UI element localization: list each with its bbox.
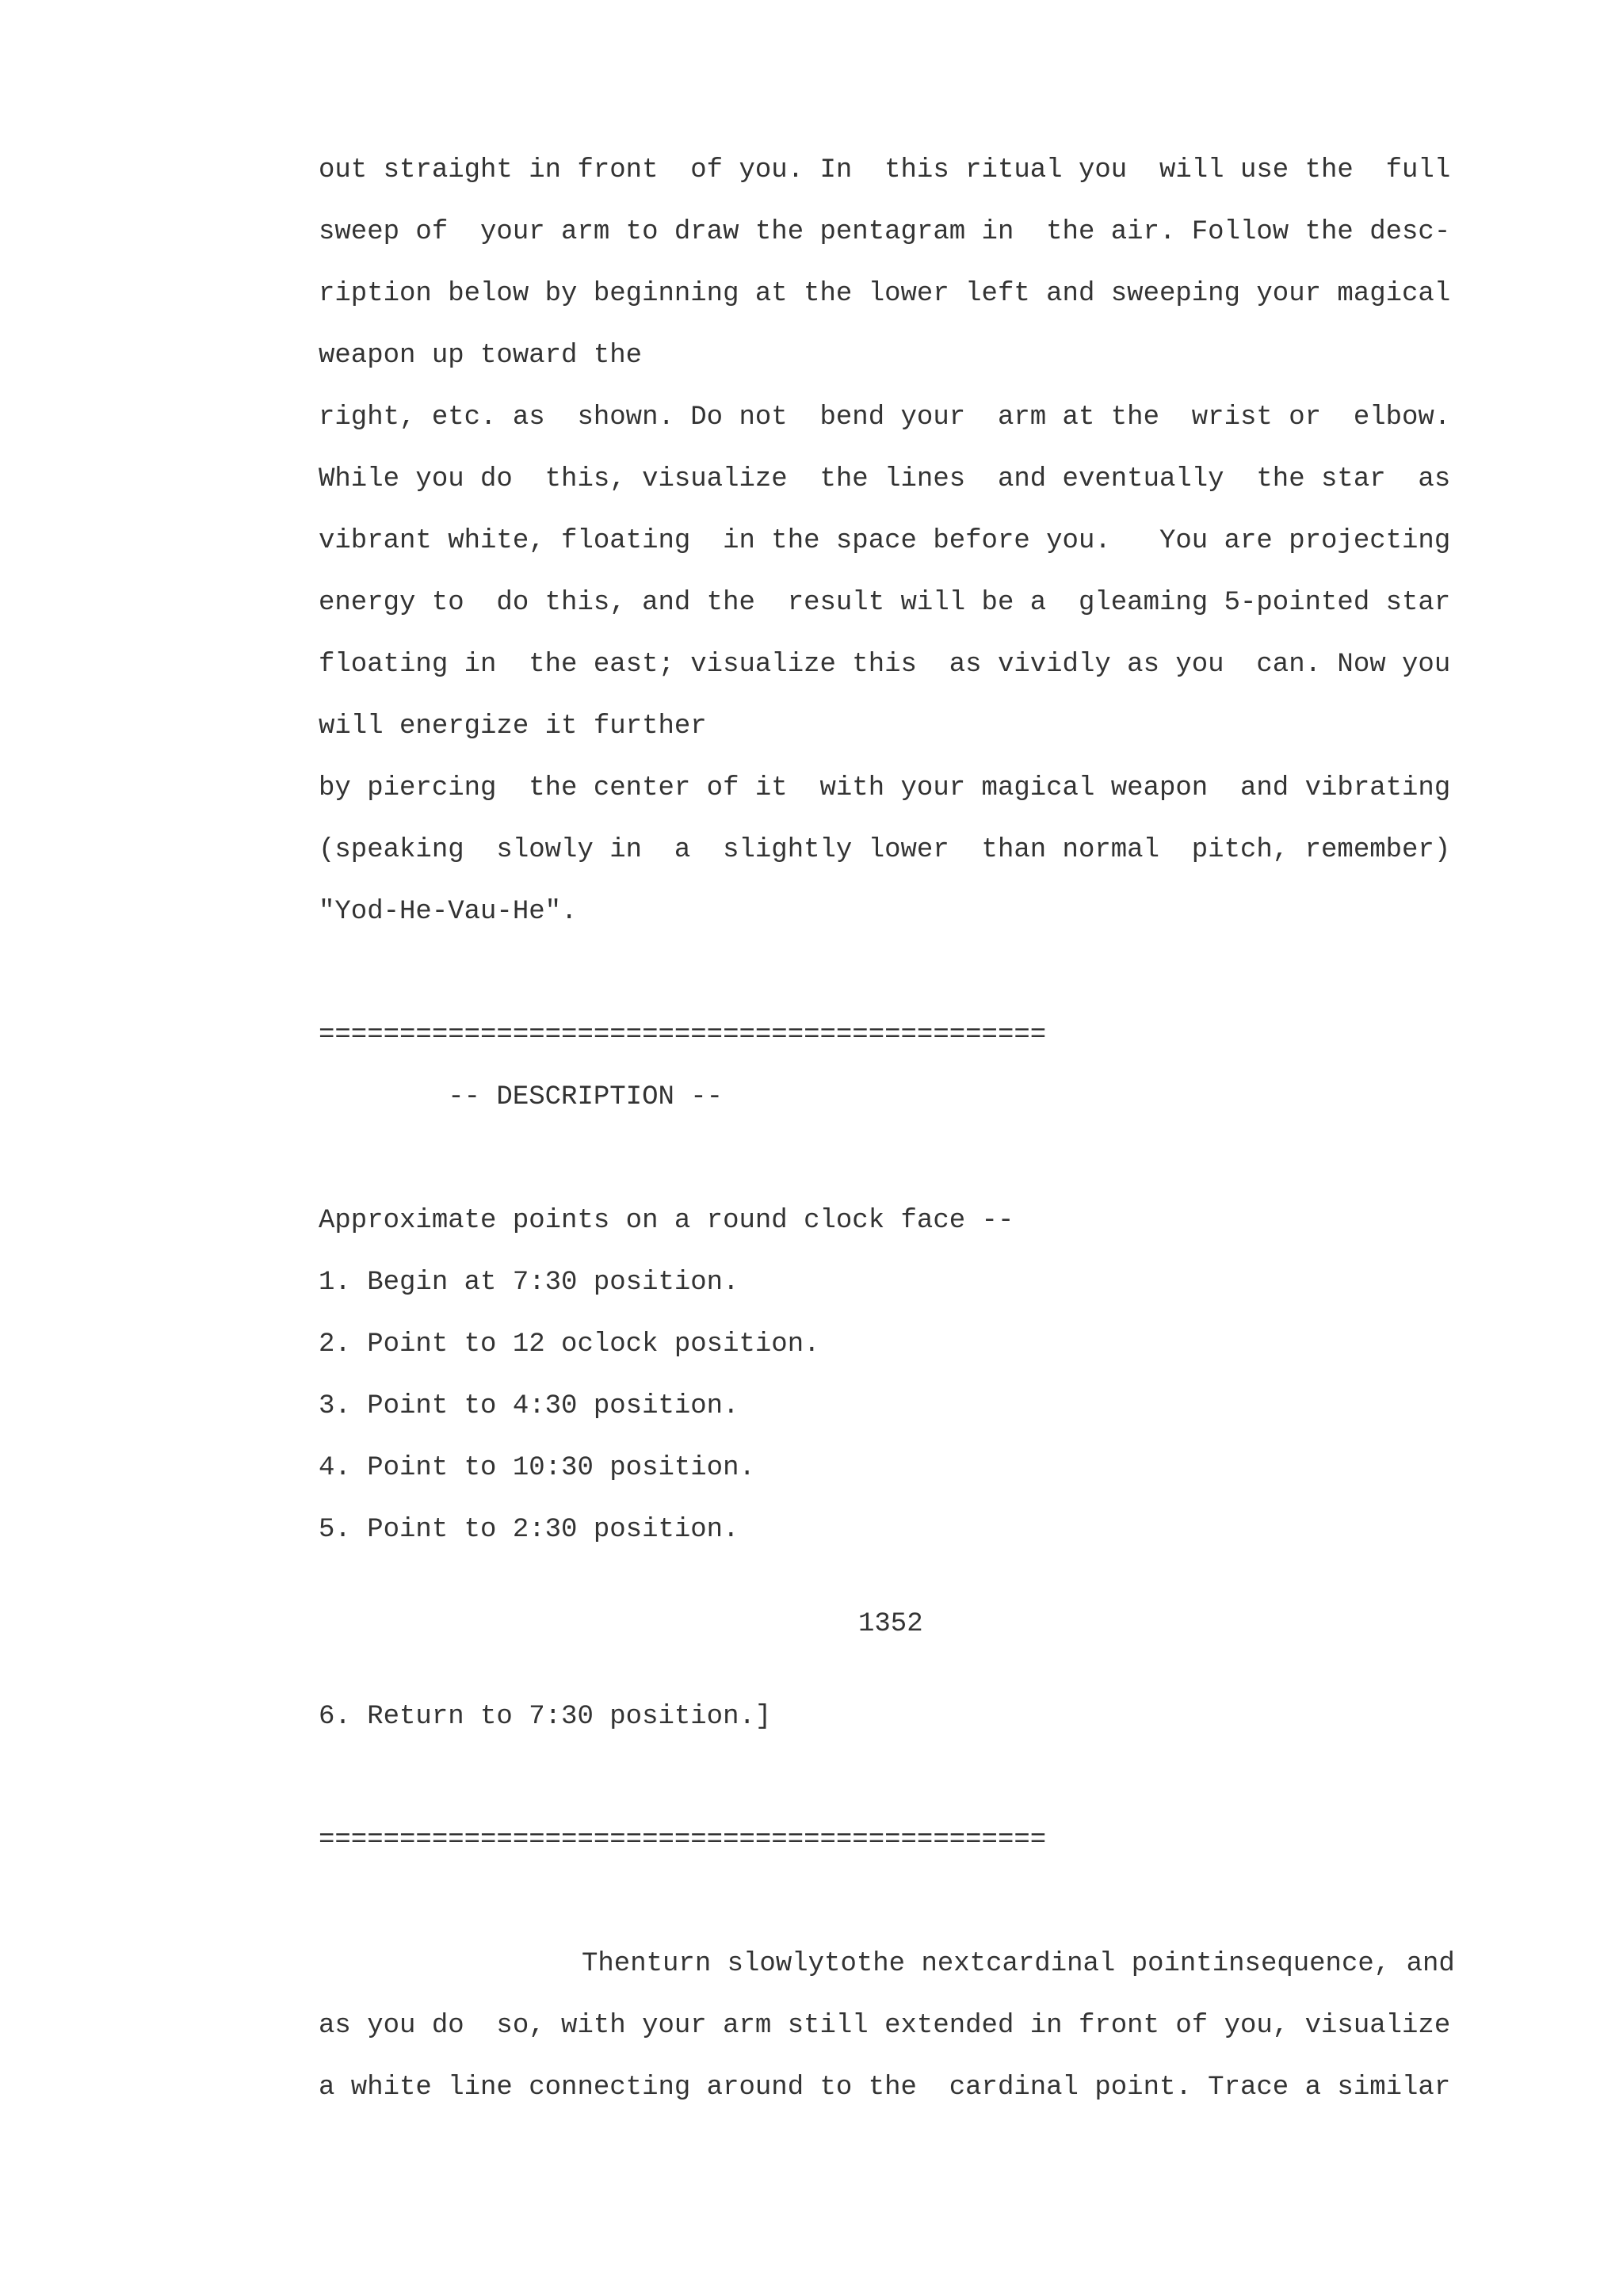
body-line: out straight in front of you. In this ritual you will use the full <box>319 155 1451 185</box>
page-number: 1352 <box>858 1609 923 1639</box>
body-line: Thenturn slowlytothe nextcardinal pointinsequence, and <box>582 1949 1455 1979</box>
body-line: weapon up toward the <box>319 341 643 371</box>
description-intro: Approximate points on a round clock face -- <box>319 1206 1014 1236</box>
step-item: 4. Point to 10:30 position. <box>319 1453 755 1483</box>
body-line: sweep of your arm to draw the pentagram in the air. Follow the desc- <box>319 217 1451 247</box>
step-item: 1. Begin at 7:30 position. <box>319 1268 739 1298</box>
step-item: 5. Point to 2:30 position. <box>319 1515 739 1545</box>
step-item: 2. Point to 12 oclock position. <box>319 1329 820 1360</box>
body-line: (speaking slowly in a slightly lower than normal pitch, remember) <box>319 835 1451 865</box>
step-item: 3. Point to 4:30 position. <box>319 1391 739 1421</box>
body-line: by piercing the center of it with your magical weapon and vibrating <box>319 773 1451 803</box>
body-line: as you do so, with your arm still extended in front of you, visualize <box>319 2011 1451 2041</box>
separator-rule: ============================================= <box>319 1020 1047 1051</box>
body-line: floating in the east; visualize this as vividly as you can. Now you <box>319 650 1451 680</box>
body-line: "Yod-He-Vau-He". <box>319 897 578 927</box>
body-line: While you do this, visualize the lines and eventually the star as <box>319 464 1451 494</box>
separator-rule: ============================================= <box>319 1825 1047 1855</box>
body-line: vibrant white, floating in the space before you. You are projecting <box>319 526 1451 556</box>
body-line: energy to do this, and the result will be a gleaming 5-pointed star <box>319 588 1451 618</box>
description-heading: -- DESCRIPTION -- <box>319 1082 724 1112</box>
body-line: a white line connecting around to the cardinal point. Trace a similar <box>319 2073 1451 2103</box>
body-line: right, etc. as shown. Do not bend your arm at the wrist or elbow. <box>319 402 1451 433</box>
body-line: will energize it further <box>319 711 707 742</box>
body-line: ription below by beginning at the lower left and sweeping your magical <box>319 279 1451 309</box>
step-item: 6. Return to 7:30 position.] <box>319 1702 772 1732</box>
